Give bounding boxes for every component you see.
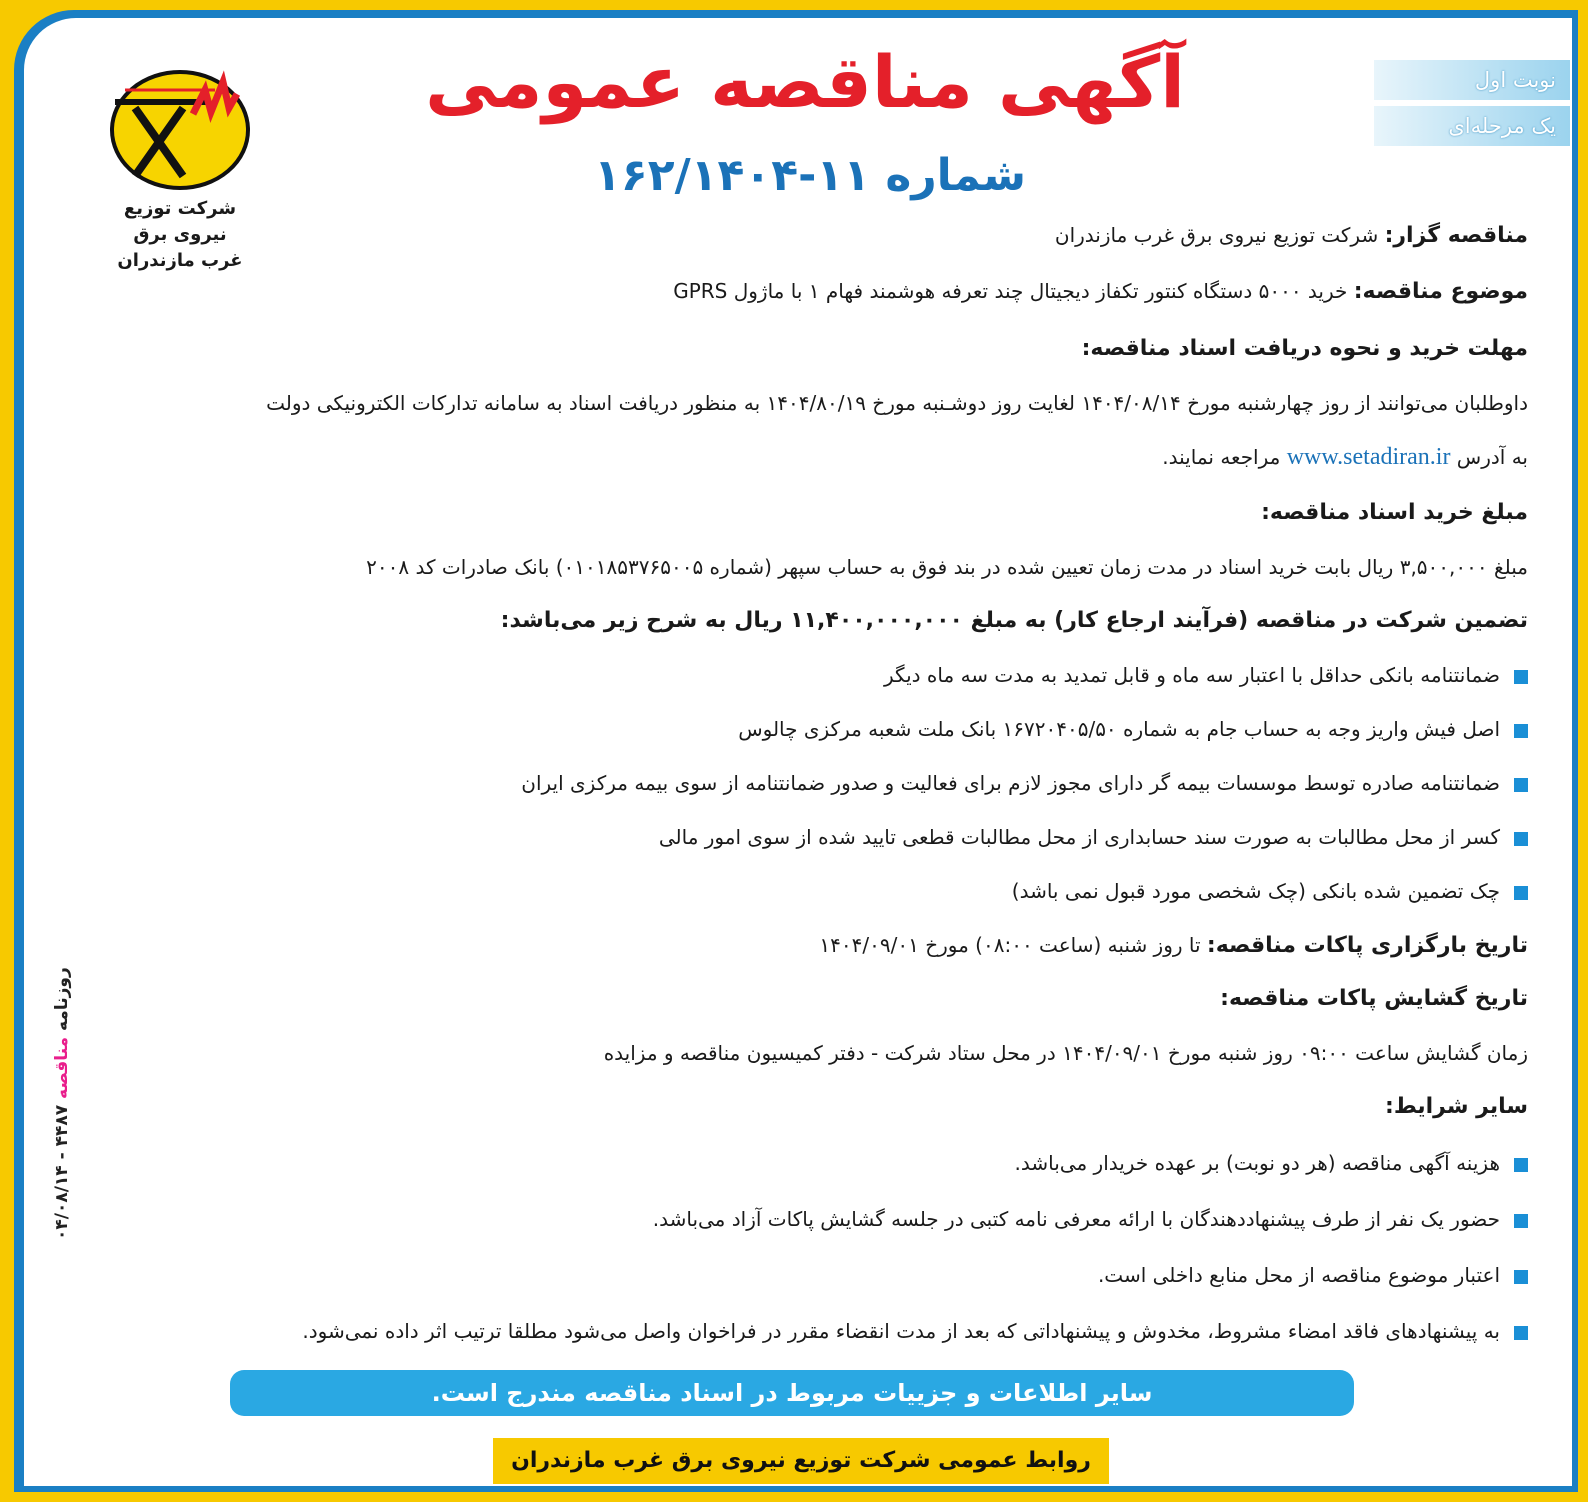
guarantee-text: کسر از محل مطالبات به صورت سند حسابداری از محل مطالبات قطعی تایید شده از سوی امور مالی bbox=[658, 825, 1500, 849]
bullet-icon bbox=[1514, 1326, 1528, 1340]
organizer-label: مناقصه گزار: bbox=[1384, 223, 1528, 248]
condition-text: حضور یک نفر از طرف پیشنهاددهندگان با ارائه معرفی نامه کتبی در جلسه گشایش پاکات آزاد می‌باشد. bbox=[652, 1207, 1500, 1231]
setadiran-link[interactable]: www.setadiran.ir bbox=[1286, 444, 1451, 470]
guarantee-item bbox=[60, 770, 1528, 796]
condition-item bbox=[60, 1206, 1528, 1232]
power-company-logo-icon bbox=[105, 68, 255, 192]
tag-first-round: نوبت اول bbox=[1374, 60, 1570, 100]
opening-heading: تاریخ گشایش پاکات مناقصه: bbox=[1220, 986, 1528, 1011]
condition-text: اعتبار موضوع مناقصه از محل منابع داخلی است. bbox=[1097, 1263, 1500, 1287]
opening-text: زمان گشایش ساعت ۰۹:۰۰ روز شنبه مورخ ۱۴۰۴/۰۹/۰۱ در محل ستاد شرکت - دفتر کمیسیون مناقصه و مزایده bbox=[603, 1041, 1528, 1065]
company-name-line2: غرب مازندران bbox=[117, 250, 243, 271]
guarantee-item bbox=[60, 662, 1528, 688]
condition-item bbox=[60, 1318, 1528, 1344]
bullet-icon bbox=[1514, 724, 1528, 738]
organizer-row bbox=[60, 222, 1528, 249]
bullet-icon bbox=[1514, 1158, 1528, 1172]
guarantee-text: چک تضمین شده بانکی (چک شخصی مورد قبول نمی باشد) bbox=[1011, 879, 1500, 903]
info-banner: سایر اطلاعات و جزییات مربوط در اسناد مناقصه مندرج است. bbox=[230, 1370, 1354, 1416]
public-relations-banner: روابط عمومی شرکت توزیع نیروی برق غرب مازندران bbox=[493, 1438, 1109, 1484]
guarantee-text: اصل فیش واریز وجه به حساب جام به شماره ۱۶۷۲۰۴۰۵/۵۰ بانک ملت شعبه مرکزی چالوس bbox=[738, 717, 1500, 741]
condition-text: هزینه آگهی مناقصه (هر دو نوبت) بر عهده خریدار می‌باشد. bbox=[1014, 1151, 1500, 1175]
other-heading: سایر شرایط: bbox=[1385, 1094, 1528, 1119]
issue-info: ۴۴۸۷ - ۰۴/۰۸/۱۴ bbox=[52, 1098, 72, 1240]
condition-item bbox=[60, 1262, 1528, 1288]
guarantee-item bbox=[60, 716, 1528, 742]
newspaper-name: روزنامه bbox=[52, 967, 72, 1037]
subject-row bbox=[60, 278, 1528, 305]
deadline-text-1: داوطلبان می‌توانند از روز چهارشنبه مورخ ۱۴۰۴/۰۸/۱۴ لغایت روز دوشـنبه مورخ ۱۴۰۴/۸۰/۱۹ به منظور دریافت اسناد به سامانه تدارکات الکترونیکی دولت bbox=[266, 391, 1528, 415]
guarantee-item bbox=[60, 824, 1528, 850]
tag-single-stage: یک مرحله‌ای bbox=[1374, 106, 1570, 146]
tender-number: شماره ۱۱-۱۶۲/۱۴۰۴ bbox=[594, 150, 1026, 201]
deadline-text-2 bbox=[60, 444, 1528, 470]
submit-label: تاریخ بارگزاری پاکات مناقصه: bbox=[1206, 933, 1528, 958]
company-name-line1: شرکت توزیع نیروی برق bbox=[123, 198, 237, 245]
price-text: مبلغ ۳,۵۰۰,۰۰۰ ریال بابت خرید اسناد در مدت زمان تعیین شده در بند فوق به حساب سپهر (شماره ۰۱۰۱۸۵۳۷۶۵۰۰۵) بانک صادرات کد ۲۰۰۸ bbox=[366, 555, 1528, 579]
newspaper-brand: مناقصه bbox=[52, 1036, 72, 1099]
deadline-text-2a: به آدرس bbox=[1450, 445, 1528, 469]
bullet-icon bbox=[1514, 886, 1528, 900]
guarantee-text: ضمانتنامه صادره توسط موسسات بیمه گر دارای مجوز لازم برای فعالیت و صدور ضمانتنامه از سوی بیمه مرکزی ایران bbox=[521, 771, 1500, 795]
subject-label: موضوع مناقصه: bbox=[1353, 279, 1528, 304]
condition-item bbox=[60, 1150, 1528, 1176]
organizer-value: شرکت توزیع نیروی برق غرب مازندران bbox=[1054, 223, 1385, 247]
bullet-icon bbox=[1514, 1214, 1528, 1228]
deadline-text-2b: مراجعه نمایند. bbox=[1162, 445, 1287, 469]
condition-text: به پیشنهادهای فاقد امضاء مشروط، مخدوش و پیشنهاداتی که بعد از مدت انقضاء مقرر در فراخوان واصل می‌شود مطلقا ترتیب اثر داده نمی‌شود. bbox=[302, 1319, 1500, 1343]
bullet-icon bbox=[1514, 670, 1528, 684]
submit-row bbox=[60, 932, 1528, 959]
submit-value: تا روز شنبه (ساعت ۰۸:۰۰) مورخ ۱۴۰۴/۰۹/۰۱ bbox=[819, 933, 1207, 957]
subject-value: خرید ۵۰۰۰ دستگاه کنتور تکفاز دیجیتال چند تعرفه هوشمند فهام ۱ با ماژول GPRS bbox=[673, 279, 1354, 303]
guarantee-item bbox=[60, 878, 1528, 904]
bullet-icon bbox=[1514, 1270, 1528, 1284]
bullet-icon bbox=[1514, 778, 1528, 792]
bullet-icon bbox=[1514, 832, 1528, 846]
guarantee-heading: تضمین شرکت در مناقصه (فرآیند ارجاع کار) به مبلغ ۱۱,۴۰۰,۰۰۰,۰۰۰ ریال به شرح زیر می‌باشد: bbox=[500, 608, 1528, 633]
price-heading: مبلغ خرید اسناد مناقصه: bbox=[1261, 500, 1528, 525]
deadline-heading: مهلت خرید و نحوه دریافت اسناد مناقصه: bbox=[1081, 336, 1528, 361]
guarantee-text: ضمانتنامه بانکی حداقل با اعتبار سه ماه و قابل تمدید به مدت سه ماه دیگر bbox=[884, 663, 1500, 687]
page-title: آگهی مناقصه عمومی bbox=[425, 40, 1185, 124]
